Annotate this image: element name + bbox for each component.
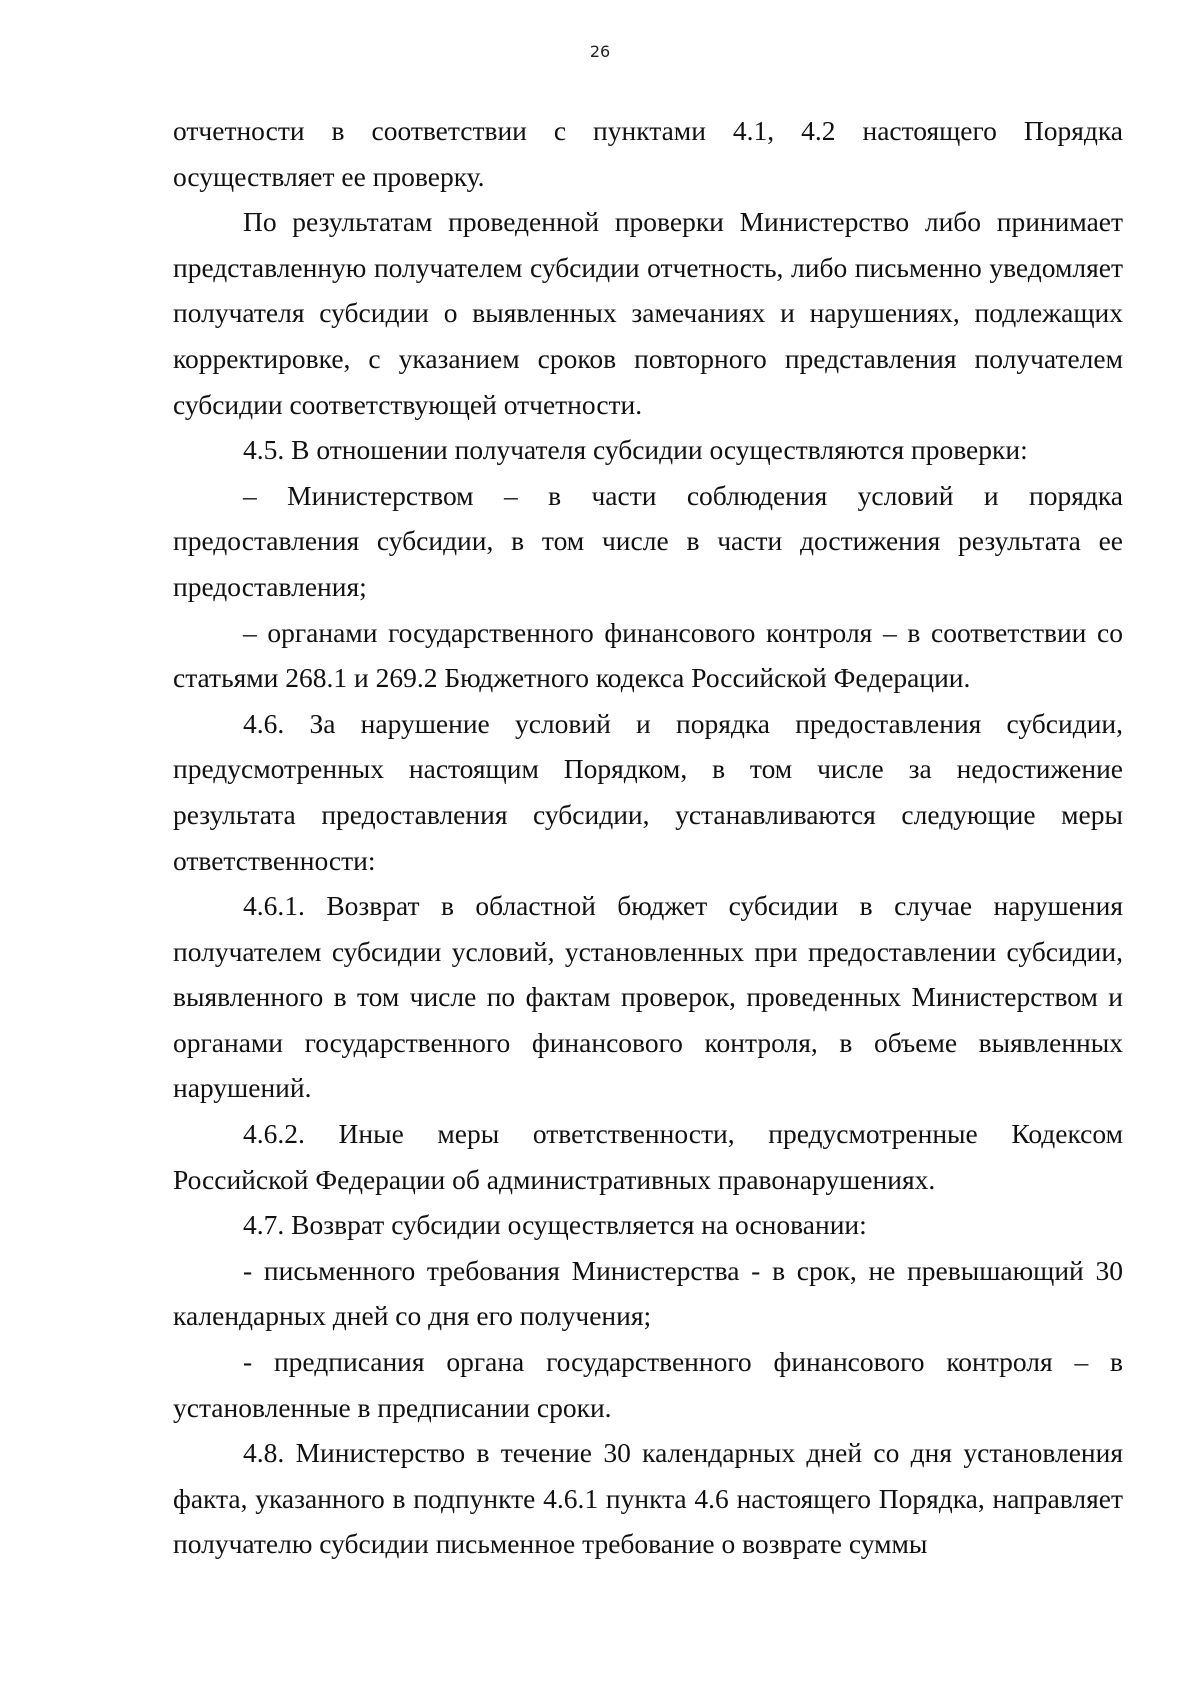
document-body [173,108,1123,1567]
page-number: 26 [589,42,611,61]
paragraph-4-7: 4.7. Возврат субсидии осуществляется на основании: [243,1209,867,1241]
paragraph-4-6: 4.6. За нарушение условий и порядка предоставления субсидии, предусмотренных настоящим Порядком, в том числе за недостижение результата предоставления субсидии, устанавливаются следующие меры ответственности: [173,707,1123,876]
list-item-ministry-check: – Министерством – в части соблюдения условий и порядка предоставления субсидии, в том числе в части достижения результата ее предоставления; [173,479,1123,602]
paragraph-4-6-1: 4.6.1. Возврат в областной бюджет субсидии в случае нарушения получателем субсидии условий, установленных при предоставлении субсидии, выявленного в том числе по фактам проверок, проведенных Министерством и органами государственного финансового контроля, в объеме выявленных нарушений. [173,890,1123,1104]
paragraph-verification-results: По результатам проведенной проверки Министерство либо принимает представленную получателем субсидии отчетность, либо письменно уведомляет получателя субсидии о выявленных замечаниях и нарушениях, подлежащих корректировке, с указанием сроков повторного представления получателем субсидии соответствующей отчетности. [173,206,1123,420]
paragraph-4-6-2: 4.6.2. Иные меры ответственности, предусмотренные Кодексом Российской Федерации об административных правонарушениях. [173,1118,1123,1195]
paragraph-continuation: отчетности в соответствии с пунктами 4.1, 4.2 настоящего Порядка осуществляет ее проверку. [173,115,1123,192]
paragraph-4-5: 4.5. В отношении получателя субсидии осуществляются проверки: [243,434,1028,466]
list-item-written-demand: - письменного требования Министерства - в срок, не превышающий 30 календарных дней со дня его получения; [173,1254,1123,1332]
list-item-prescription: - предписания органа государственного финансового контроля – в установленные в предписании сроки. [173,1346,1123,1423]
list-item-financial-control-check: – органами государственного финансового контроля – в соответствии со статьями 268.1 и 269.2 Бюджетного кодекса Российской Федерации. [173,616,1123,694]
paragraph-4-8: 4.8. Министерство в течение 30 календарных дней со дня установления факта, указанного в подпункте 4.6.1 пункта 4.6 настоящего Порядка, направляет получателю субсидии письменное требование о возврате суммы [173,1437,1123,1560]
